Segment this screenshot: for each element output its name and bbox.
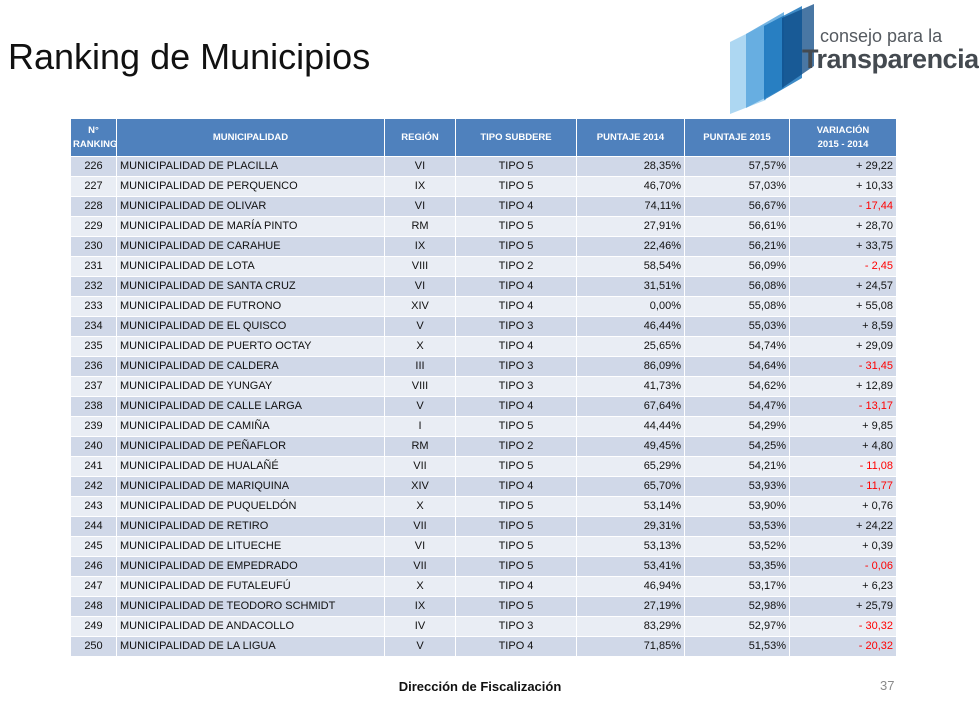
- cell-type: TIPO 4: [456, 337, 577, 357]
- cell-variation: + 8,59: [790, 317, 897, 337]
- cell-rank: 247: [71, 577, 117, 597]
- cell-rank: 233: [71, 297, 117, 317]
- cell-region: X: [385, 497, 456, 517]
- cell-type: TIPO 2: [456, 437, 577, 457]
- cell-type: TIPO 4: [456, 637, 577, 657]
- cell-rank: 230: [71, 237, 117, 257]
- cell-region: VII: [385, 557, 456, 577]
- cell-municipality: MUNICIPALIDAD DE OLIVAR: [117, 197, 385, 217]
- cell-variation: + 29,09: [790, 337, 897, 357]
- cell-score-2014: 29,31%: [577, 517, 685, 537]
- cell-score-2015: 53,90%: [685, 497, 790, 517]
- cell-score-2015: 53,17%: [685, 577, 790, 597]
- cell-region: RM: [385, 437, 456, 457]
- cell-region: VI: [385, 537, 456, 557]
- cell-rank: 240: [71, 437, 117, 457]
- cell-type: TIPO 5: [456, 157, 577, 177]
- cell-type: TIPO 4: [456, 577, 577, 597]
- cell-type: TIPO 4: [456, 397, 577, 417]
- cell-region: VI: [385, 197, 456, 217]
- cell-score-2015: 56,09%: [685, 257, 790, 277]
- table-row: [71, 637, 897, 657]
- cell-variation: - 11,77: [790, 477, 897, 497]
- cell-variation: + 9,85: [790, 417, 897, 437]
- cell-type: TIPO 3: [456, 377, 577, 397]
- cell-region: XIV: [385, 477, 456, 497]
- cell-score-2015: 54,74%: [685, 337, 790, 357]
- cell-score-2014: 83,29%: [577, 617, 685, 637]
- table-row: [71, 457, 897, 477]
- cell-score-2014: 0,00%: [577, 297, 685, 317]
- header-region: REGIÓN: [385, 119, 456, 157]
- cell-variation: + 29,22: [790, 157, 897, 177]
- cell-score-2015: 53,93%: [685, 477, 790, 497]
- cell-type: TIPO 5: [456, 457, 577, 477]
- table-row: [71, 497, 897, 517]
- cell-score-2014: 86,09%: [577, 357, 685, 377]
- cell-score-2014: 53,41%: [577, 557, 685, 577]
- cell-rank: 235: [71, 337, 117, 357]
- cell-score-2015: 56,61%: [685, 217, 790, 237]
- cell-type: TIPO 3: [456, 357, 577, 377]
- cell-rank: 239: [71, 417, 117, 437]
- cell-score-2014: 27,19%: [577, 597, 685, 617]
- cell-municipality: MUNICIPALIDAD DE SANTA CRUZ: [117, 277, 385, 297]
- cell-rank: 229: [71, 217, 117, 237]
- cell-municipality: MUNICIPALIDAD DE FUTRONO: [117, 297, 385, 317]
- cell-region: V: [385, 317, 456, 337]
- table-header-row: [71, 119, 897, 157]
- cell-municipality: MUNICIPALIDAD DE PUQUELDÓN: [117, 497, 385, 517]
- cell-score-2014: 71,85%: [577, 637, 685, 657]
- cell-variation: + 0,39: [790, 537, 897, 557]
- cell-score-2014: 67,64%: [577, 397, 685, 417]
- cell-region: IX: [385, 177, 456, 197]
- cell-municipality: MUNICIPALIDAD DE CARAHUE: [117, 237, 385, 257]
- cell-rank: 245: [71, 537, 117, 557]
- table-row: [71, 317, 897, 337]
- cell-type: TIPO 4: [456, 297, 577, 317]
- header-rank-line1: N°: [88, 124, 99, 136]
- cell-region: X: [385, 337, 456, 357]
- cell-rank: 236: [71, 357, 117, 377]
- cell-variation: + 24,22: [790, 517, 897, 537]
- cell-score-2015: 57,03%: [685, 177, 790, 197]
- logo: [724, 4, 979, 114]
- cell-municipality: MUNICIPALIDAD DE MARÍA PINTO: [117, 217, 385, 237]
- table-body: [71, 157, 897, 657]
- cell-variation: + 10,33: [790, 177, 897, 197]
- cell-region: V: [385, 397, 456, 417]
- cell-score-2014: 53,14%: [577, 497, 685, 517]
- header-type: TIPO SUBDERE: [456, 119, 577, 157]
- cell-score-2014: 46,94%: [577, 577, 685, 597]
- cell-type: TIPO 5: [456, 417, 577, 437]
- cell-score-2015: 56,21%: [685, 237, 790, 257]
- cell-score-2015: 54,47%: [685, 397, 790, 417]
- footer-text: Dirección de Fiscalización: [398, 679, 562, 694]
- header-rank-line2: RANKING: [73, 138, 118, 150]
- cell-municipality: MUNICIPALIDAD DE ANDACOLLO: [117, 617, 385, 637]
- cell-score-2015: 54,21%: [685, 457, 790, 477]
- cell-score-2015: 54,64%: [685, 357, 790, 377]
- cell-rank: 231: [71, 257, 117, 277]
- cell-score-2014: 74,11%: [577, 197, 685, 217]
- cell-score-2015: 54,25%: [685, 437, 790, 457]
- cell-type: TIPO 5: [456, 537, 577, 557]
- cell-region: IX: [385, 597, 456, 617]
- cell-score-2014: 41,73%: [577, 377, 685, 397]
- cell-municipality: MUNICIPALIDAD DE YUNGAY: [117, 377, 385, 397]
- cell-municipality: MUNICIPALIDAD DE LOTA: [117, 257, 385, 277]
- header-variation-line2: 2015 - 2014: [817, 138, 869, 150]
- cell-municipality: MUNICIPALIDAD DE TEODORO SCHMIDT: [117, 597, 385, 617]
- table-row: [71, 617, 897, 637]
- ranking-table: [70, 118, 897, 657]
- cell-rank: 227: [71, 177, 117, 197]
- cell-score-2015: 53,53%: [685, 517, 790, 537]
- cell-variation: - 20,32: [790, 637, 897, 657]
- cell-score-2014: 65,29%: [577, 457, 685, 477]
- cell-region: XIV: [385, 297, 456, 317]
- cell-score-2014: 22,46%: [577, 237, 685, 257]
- table-row: [71, 577, 897, 597]
- cell-rank: 241: [71, 457, 117, 477]
- cell-type: TIPO 4: [456, 277, 577, 297]
- cell-type: TIPO 3: [456, 617, 577, 637]
- cell-score-2015: 56,08%: [685, 277, 790, 297]
- cell-variation: + 0,76: [790, 497, 897, 517]
- cell-municipality: MUNICIPALIDAD DE HUALAÑÉ: [117, 457, 385, 477]
- cell-region: RM: [385, 217, 456, 237]
- cell-type: TIPO 5: [456, 217, 577, 237]
- cell-rank: 226: [71, 157, 117, 177]
- cell-score-2015: 53,52%: [685, 537, 790, 557]
- cell-score-2014: 53,13%: [577, 537, 685, 557]
- table-row: [71, 557, 897, 577]
- cell-municipality: MUNICIPALIDAD DE PLACILLA: [117, 157, 385, 177]
- cell-region: VII: [385, 457, 456, 477]
- header-score-2014: PUNTAJE 2014: [577, 119, 685, 157]
- cell-type: TIPO 5: [456, 517, 577, 537]
- cell-type: TIPO 3: [456, 317, 577, 337]
- cell-rank: 243: [71, 497, 117, 517]
- header-municipality: MUNICIPALIDAD: [117, 119, 385, 157]
- cell-municipality: MUNICIPALIDAD DE EMPEDRADO: [117, 557, 385, 577]
- cell-municipality: MUNICIPALIDAD DE PERQUENCO: [117, 177, 385, 197]
- cell-score-2015: 53,35%: [685, 557, 790, 577]
- header-variation: [790, 119, 897, 157]
- cell-rank: 232: [71, 277, 117, 297]
- cell-variation: + 33,75: [790, 237, 897, 257]
- table-row: [71, 537, 897, 557]
- table-row: [71, 157, 897, 177]
- table-row: [71, 437, 897, 457]
- cell-variation: + 55,08: [790, 297, 897, 317]
- cell-score-2015: 56,67%: [685, 197, 790, 217]
- table-row: [71, 597, 897, 617]
- cell-variation: + 12,89: [790, 377, 897, 397]
- cell-region: VII: [385, 517, 456, 537]
- cell-score-2014: 46,44%: [577, 317, 685, 337]
- cell-region: X: [385, 577, 456, 597]
- cell-region: VIII: [385, 377, 456, 397]
- cell-variation: - 17,44: [790, 197, 897, 217]
- cell-rank: 228: [71, 197, 117, 217]
- cell-variation: + 6,23: [790, 577, 897, 597]
- logo-text-line2: Transparencia: [802, 44, 979, 74]
- cell-type: TIPO 5: [456, 557, 577, 577]
- cell-region: I: [385, 417, 456, 437]
- cell-region: IX: [385, 237, 456, 257]
- cell-variation: - 11,08: [790, 457, 897, 477]
- cell-variation: + 25,79: [790, 597, 897, 617]
- cell-rank: 234: [71, 317, 117, 337]
- cell-rank: 242: [71, 477, 117, 497]
- cell-variation: + 4,80: [790, 437, 897, 457]
- table-row: [71, 237, 897, 257]
- cell-score-2014: 49,45%: [577, 437, 685, 457]
- cell-variation: - 13,17: [790, 397, 897, 417]
- cell-type: TIPO 5: [456, 497, 577, 517]
- cell-type: TIPO 4: [456, 197, 577, 217]
- cell-score-2014: 44,44%: [577, 417, 685, 437]
- cell-municipality: MUNICIPALIDAD DE LA LIGUA: [117, 637, 385, 657]
- cell-municipality: MUNICIPALIDAD DE EL QUISCO: [117, 317, 385, 337]
- table-row: [71, 337, 897, 357]
- cell-score-2015: 57,57%: [685, 157, 790, 177]
- cell-variation: + 28,70: [790, 217, 897, 237]
- cell-variation: + 24,57: [790, 277, 897, 297]
- table-row: [71, 517, 897, 537]
- table-row: [71, 217, 897, 237]
- cell-rank: 248: [71, 597, 117, 617]
- cell-score-2014: 65,70%: [577, 477, 685, 497]
- cell-type: TIPO 2: [456, 257, 577, 277]
- cell-score-2015: 55,08%: [685, 297, 790, 317]
- cell-municipality: MUNICIPALIDAD DE CALDERA: [117, 357, 385, 377]
- cell-region: III: [385, 357, 456, 377]
- cell-score-2015: 55,03%: [685, 317, 790, 337]
- cell-type: TIPO 5: [456, 237, 577, 257]
- cell-score-2014: 25,65%: [577, 337, 685, 357]
- cell-municipality: MUNICIPALIDAD DE CAMIÑA: [117, 417, 385, 437]
- cell-variation: - 31,45: [790, 357, 897, 377]
- cell-type: TIPO 5: [456, 597, 577, 617]
- cell-municipality: MUNICIPALIDAD DE MARIQUINA: [117, 477, 385, 497]
- cell-municipality: MUNICIPALIDAD DE PEÑAFLOR: [117, 437, 385, 457]
- cell-score-2015: 52,97%: [685, 617, 790, 637]
- table-row: [71, 297, 897, 317]
- page-title: Ranking de Municipios: [8, 36, 371, 77]
- cell-municipality: MUNICIPALIDAD DE RETIRO: [117, 517, 385, 537]
- header-score-2015: PUNTAJE 2015: [685, 119, 790, 157]
- cell-region: V: [385, 637, 456, 657]
- cell-type: TIPO 4: [456, 477, 577, 497]
- cell-score-2014: 31,51%: [577, 277, 685, 297]
- cell-variation: - 2,45: [790, 257, 897, 277]
- cell-score-2014: 28,35%: [577, 157, 685, 177]
- cell-region: VI: [385, 277, 456, 297]
- table-row: [71, 377, 897, 397]
- logo-text-line1: consejo para la: [820, 26, 943, 46]
- cell-rank: 244: [71, 517, 117, 537]
- cell-region: VIII: [385, 257, 456, 277]
- cell-variation: - 30,32: [790, 617, 897, 637]
- cell-score-2014: 58,54%: [577, 257, 685, 277]
- table-row: [71, 277, 897, 297]
- table-row: [71, 397, 897, 417]
- cell-rank: 249: [71, 617, 117, 637]
- table-row: [71, 417, 897, 437]
- cell-type: TIPO 5: [456, 177, 577, 197]
- cell-rank: 237: [71, 377, 117, 397]
- table-row: [71, 357, 897, 377]
- cell-municipality: MUNICIPALIDAD DE CALLE LARGA: [117, 397, 385, 417]
- page-number: 37: [880, 678, 895, 693]
- cell-score-2015: 54,29%: [685, 417, 790, 437]
- table-row: [71, 477, 897, 497]
- cell-rank: 250: [71, 637, 117, 657]
- cell-score-2015: 54,62%: [685, 377, 790, 397]
- cell-score-2015: 52,98%: [685, 597, 790, 617]
- cell-rank: 246: [71, 557, 117, 577]
- table-row: [71, 197, 897, 217]
- cell-region: VI: [385, 157, 456, 177]
- cell-municipality: MUNICIPALIDAD DE FUTALEUFÚ: [117, 577, 385, 597]
- cell-region: IV: [385, 617, 456, 637]
- cell-municipality: MUNICIPALIDAD DE PUERTO OCTAY: [117, 337, 385, 357]
- cell-municipality: MUNICIPALIDAD DE LITUECHE: [117, 537, 385, 557]
- cell-rank: 238: [71, 397, 117, 417]
- header-rank: [71, 119, 117, 157]
- cell-score-2014: 46,70%: [577, 177, 685, 197]
- cell-score-2015: 51,53%: [685, 637, 790, 657]
- table-row: [71, 257, 897, 277]
- cell-variation: - 0,06: [790, 557, 897, 577]
- cell-score-2014: 27,91%: [577, 217, 685, 237]
- header-variation-line1: VARIACIÓN: [816, 124, 870, 136]
- table-row: [71, 177, 897, 197]
